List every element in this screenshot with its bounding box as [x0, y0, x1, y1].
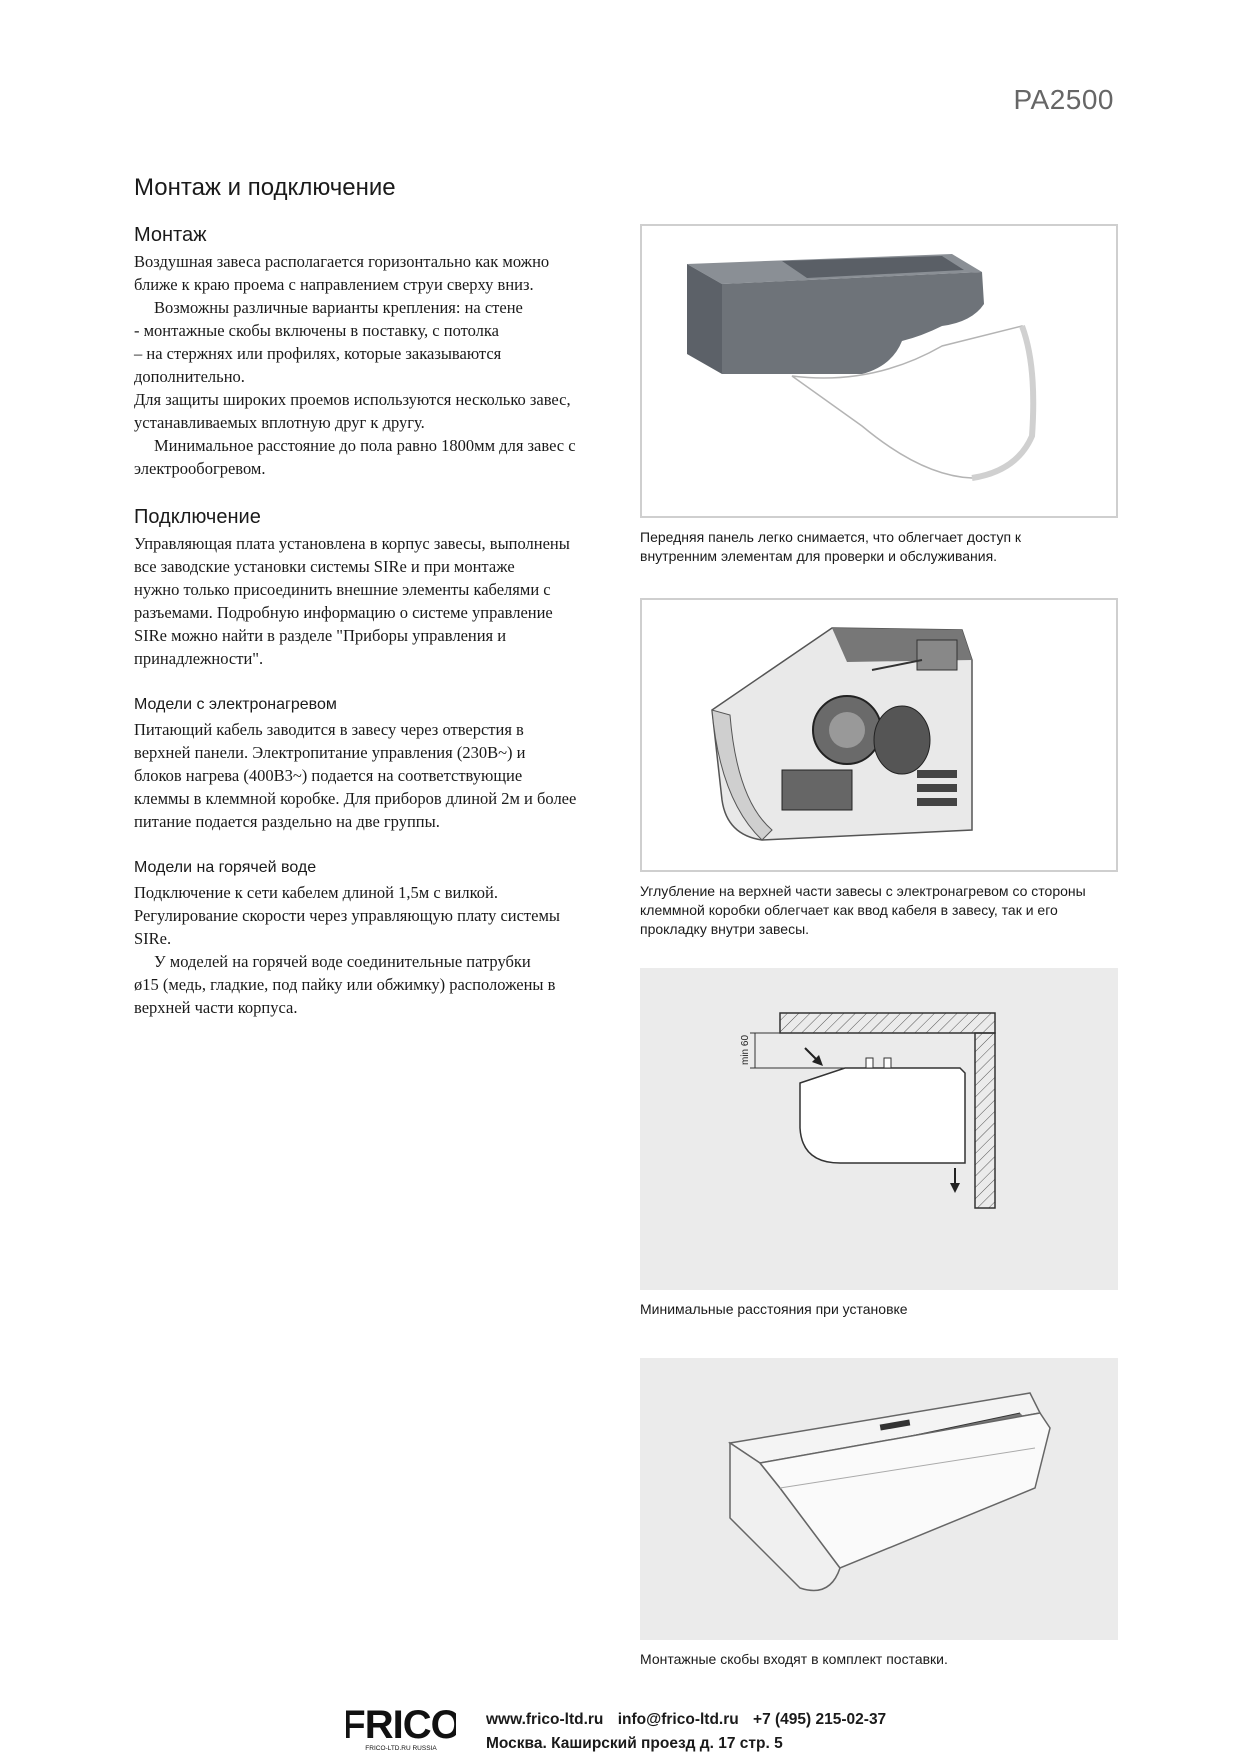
text-column [134, 222, 612, 1043]
caption-line: Минимальные расстояния при установке [640, 1301, 908, 1317]
text-line: SIRe можно найти в разделе "Приборы управления и [134, 626, 507, 645]
figure-min-distances-diagram [640, 968, 1118, 1290]
frico-logo [346, 1694, 456, 1754]
footer-address: Москва. Каширский проезд д. 17 стр. 5 [486, 1735, 783, 1752]
text-line: Минимальное расстояние до пола равно 1800мм для завес с [154, 436, 576, 455]
installation-distance-diagram [640, 968, 1118, 1290]
footer-contacts [486, 1708, 896, 1756]
caption-line: внутренним элементам для проверки и обслуживания. [640, 548, 998, 564]
text-line: Подключение к сети кабелем длиной 1,5м с вилкой. [134, 883, 499, 902]
logo-subtext: FRICO-LTD.RU RUSSIA [365, 1745, 437, 1752]
text-line: Воздушная завеса располагается горизонтально как можно [134, 252, 550, 271]
figure-brackets-image [640, 1358, 1118, 1640]
wall [975, 1033, 995, 1208]
section-heading-montage: Монтаж [134, 224, 207, 246]
text-line: ближе к краю проема с направлением струи сверху вниз. [134, 275, 534, 294]
text-line: блоков нагрева (400В3~) подается на соответствующие [134, 766, 523, 785]
model-code: PA2500 [1013, 84, 1114, 115]
figure-caption [640, 1650, 1118, 1669]
terminal-block [917, 640, 957, 670]
text-line: Питающий кабель заводится в завесу через отверстия в [134, 720, 524, 739]
text-line: электрообогревом. [134, 459, 266, 478]
text-line: дополнительно. [134, 367, 245, 386]
section-heading-water: Модели на горячей воде [134, 859, 317, 876]
text-line: - монтажные скобы включены в поставку, с потолка [134, 321, 499, 340]
section-electric [134, 694, 612, 833]
section-text-water [134, 881, 612, 1019]
figure-caption [640, 528, 1118, 566]
footer-contact-line [486, 1708, 896, 1732]
curtain-outline [800, 1068, 965, 1163]
section-heading-electric: Модели с электронагревом [134, 696, 337, 713]
figure-brackets [640, 1358, 1118, 1669]
caption-line: Передняя панель легко снимается, что облегчает доступ к [640, 529, 1022, 545]
caption-line: прокладку внутри завесы. [640, 921, 810, 937]
page-title: Монтаж и подключение [134, 174, 396, 201]
text-line: все заводские установки системы SIRe и при монтаже [134, 557, 515, 576]
figure-front-panel-image [640, 224, 1118, 518]
section-montage [134, 222, 612, 480]
figure-caption [640, 882, 1118, 939]
text-line: питание подается раздельно на две группы. [134, 812, 440, 831]
air-curtain-brackets-illustration [640, 1358, 1118, 1640]
text-line: SIRe. [134, 929, 172, 948]
air-curtain-front-panel-illustration [642, 226, 1116, 516]
text-line: принадлежности". [134, 649, 264, 668]
text-line: ø15 (медь, гладкие, под пайку или обжимку) расположены в [134, 975, 556, 994]
heating-element [917, 798, 957, 806]
text-line: Регулирование скорости через управляющую плату системы [134, 906, 560, 925]
figure-front-panel [640, 224, 1118, 566]
caption-line: Монтажные скобы входят в комплект поставки. [640, 1651, 948, 1667]
pipe-connector [884, 1058, 891, 1068]
text-line: клеммы в клеммной коробке. Для приборов длиной 2м и более [134, 789, 577, 808]
caption-line: клеммной коробки облегчает как ввод кабеля в завесу, так и его [640, 902, 1058, 918]
heating-element [917, 784, 957, 792]
footer-phone: +7 (495) 215-02-37 [753, 1711, 887, 1728]
text-line: разъемами. Подробную информацию о системе управление [134, 603, 553, 622]
dimension-label: min 60 [740, 1034, 751, 1065]
text-line: Возможны различные варианты крепления: на стене [154, 298, 523, 317]
fan-motor-hub [829, 712, 865, 748]
fan-housing [874, 706, 930, 774]
text-line: устанавливаемых вплотную друг к другу. [134, 413, 425, 432]
text-line: – на стержнях или профилях, которые заказываются [134, 344, 502, 363]
section-heading-connection: Подключение [134, 506, 261, 528]
text-line: У моделей на горячей воде соединительные патрубки [154, 952, 531, 971]
figure-terminal-box-image [640, 598, 1118, 872]
section-text-connection [134, 532, 612, 670]
text-line: нужно только присоединить внешние элементы кабелями с [134, 580, 551, 599]
ceiling [780, 1013, 995, 1033]
electric-box [782, 770, 852, 810]
figure-terminal-box [640, 598, 1118, 939]
airflow-arrow-head [950, 1183, 960, 1193]
text-line: верхней панели. Электропитание управления (230В~) и [134, 743, 526, 762]
heating-elements [917, 770, 957, 806]
section-text-montage [134, 250, 612, 480]
footer-email-link[interactable]: info@frico-ltd.ru [617, 1711, 739, 1728]
section-connection [134, 504, 612, 670]
figure-caption [640, 1300, 1118, 1319]
section-text-electric [134, 718, 612, 833]
logo-text: FRICO [346, 1703, 456, 1747]
text-line: Для защиты широких проемов используются несколько завес, [134, 390, 571, 409]
frico-logo-mark [346, 1694, 456, 1754]
air-curtain-internals-illustration [642, 600, 1116, 870]
text-line: верхней части корпуса. [134, 998, 298, 1017]
pipe-connector [866, 1058, 873, 1068]
heating-element [917, 770, 957, 778]
figure-min-distances [640, 968, 1118, 1319]
section-water [134, 857, 612, 1019]
footer-website-link[interactable]: www.frico-ltd.ru [486, 1711, 604, 1728]
caption-line: Углубление на верхней части завесы с электронагревом со стороны [640, 883, 1086, 899]
text-line: Управляющая плата установлена в корпус завесы, выполнены [134, 534, 570, 553]
